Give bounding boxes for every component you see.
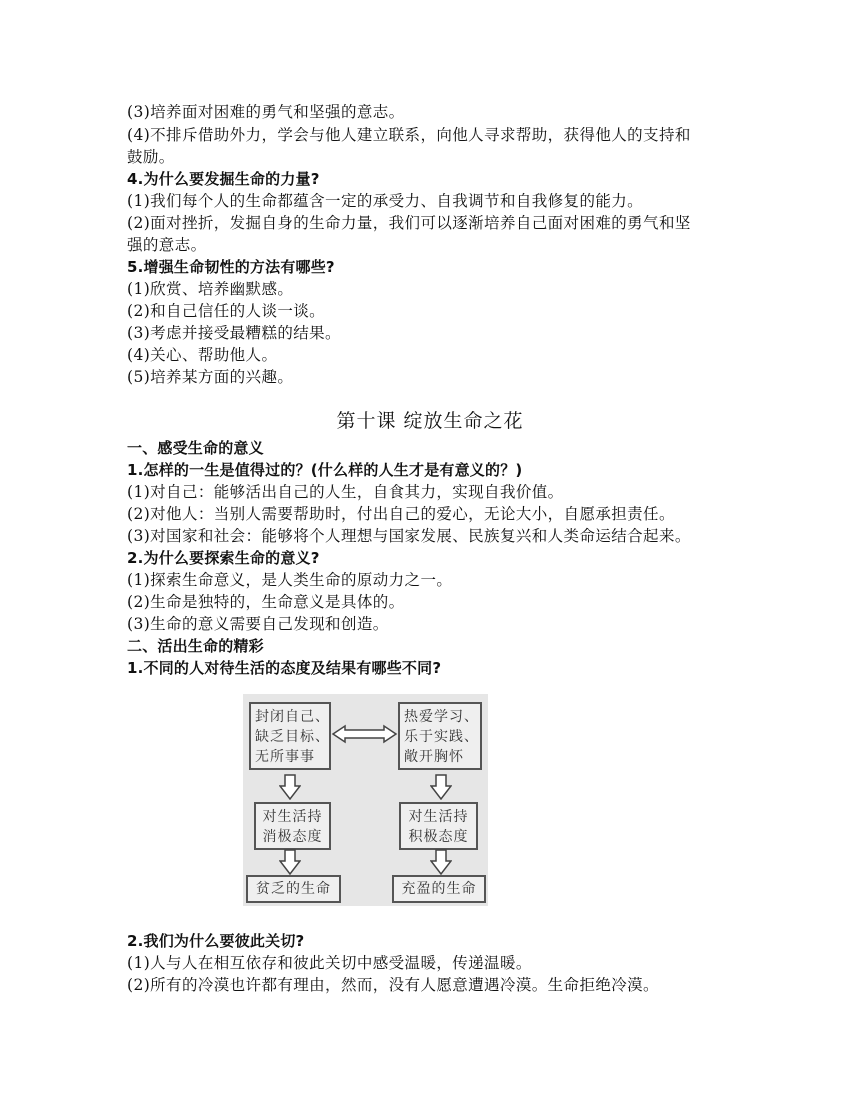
- diagram-text: 对生活持: [262, 809, 323, 825]
- arrow-down-icon: [279, 849, 301, 875]
- double-arrow-icon: [331, 724, 398, 744]
- diagram-text: 充盈的生命: [401, 881, 477, 897]
- answer-line: 强的意志。: [127, 236, 207, 254]
- answer-line: (2)和自己信任的人谈一谈。: [127, 302, 326, 320]
- question-heading: 1.不同的人对待生活的态度及结果有哪些不同?: [127, 659, 442, 677]
- arrow-down-icon: [430, 849, 452, 875]
- answer-line: (1)人与人在相互依存和彼此关切中感受温暖，传递温暖。: [127, 954, 532, 972]
- diagram-box-rich-life: [392, 875, 486, 903]
- diagram-box-negative: [254, 802, 331, 850]
- diagram-text: 积极态度: [408, 829, 469, 845]
- answer-line: (2)对他人：当别人需要帮助时，付出自己的爱心，无论大小，自愿承担责任。: [127, 505, 675, 523]
- diagram-box-open: [398, 702, 482, 770]
- question-heading: 5.增强生命韧性的方法有哪些?: [127, 258, 335, 276]
- lesson-title: 第十课 绽放生命之花: [336, 410, 524, 432]
- list-item: (4)不排斥借助外力，学会与他人建立联系，向他人寻求帮助，获得他人的支持和: [127, 126, 691, 144]
- diagram-box-positive: [399, 802, 478, 850]
- list-item: (3)培养面对困难的勇气和坚强的意志。: [127, 103, 405, 121]
- diagram-text: 封闭自己、: [255, 709, 330, 725]
- section-heading: 一、感受生命的意义: [127, 439, 264, 457]
- answer-line: (1)探索生命意义，是人类生命的原动力之一。: [127, 571, 453, 589]
- answer-line: (4)关心、帮助他人。: [127, 346, 278, 364]
- attitude-diagram: [243, 694, 488, 906]
- arrow-down-icon: [430, 774, 452, 800]
- arrow-down-icon: [279, 774, 301, 800]
- diagram-text: 无所事事: [255, 749, 315, 765]
- answer-line: (3)生命的意义需要自己发现和创造。: [127, 615, 389, 633]
- answer-line: (3)对国家和社会：能够将个人理想与国家发展、民族复兴和人类命运结合起来。: [127, 527, 691, 545]
- answer-line: (1)对自己：能够活出自己的人生，自食其力，实现自我价值。: [127, 483, 564, 501]
- diagram-text: 缺乏目标、: [255, 729, 330, 745]
- section-heading: 二、活出生命的精彩: [127, 637, 264, 655]
- diagram-text: 乐于实践、: [404, 729, 479, 745]
- question-heading: 2.我们为什么要彼此关切?: [127, 932, 305, 950]
- diagram-text: 贫乏的生命: [256, 881, 331, 897]
- diagram-box-poor-life: [246, 875, 341, 903]
- list-item: 鼓励。: [127, 148, 175, 166]
- question-heading: 2.为什么要探索生命的意义?: [127, 549, 320, 567]
- diagram-text: 对生活持: [408, 809, 469, 825]
- answer-line: (5)培养某方面的兴趣。: [127, 368, 294, 386]
- answer-line: (1)欣赏、培养幽默感。: [127, 280, 294, 298]
- answer-line: (3)考虑并接受最糟糕的结果。: [127, 324, 341, 342]
- answer-line: (2)所有的冷漠也许都有理由，然而，没有人愿意遭遇冷漠。生命拒绝冷漠。: [127, 976, 659, 994]
- answer-line: (2)面对挫折，发掘自身的生命力量，我们可以逐渐培养自己面对困难的勇气和坚: [127, 214, 691, 232]
- answer-line: (2)生命是独特的，生命意义是具体的。: [127, 593, 405, 611]
- question-heading: 1.怎样的一生是值得过的？(什么样的人生才是有意义的？): [127, 461, 523, 479]
- question-heading: 4.为什么要发掘生命的力量?: [127, 170, 320, 188]
- diagram-text: 消极态度: [262, 829, 323, 845]
- diagram-text: 热爱学习、: [404, 709, 479, 725]
- diagram-text: 敞开胸怀: [404, 749, 464, 765]
- diagram-box-closed: [249, 702, 331, 770]
- answer-line: (1)我们每个人的生命都蕴含一定的承受力、自我调节和自我修复的能力。: [127, 192, 644, 210]
